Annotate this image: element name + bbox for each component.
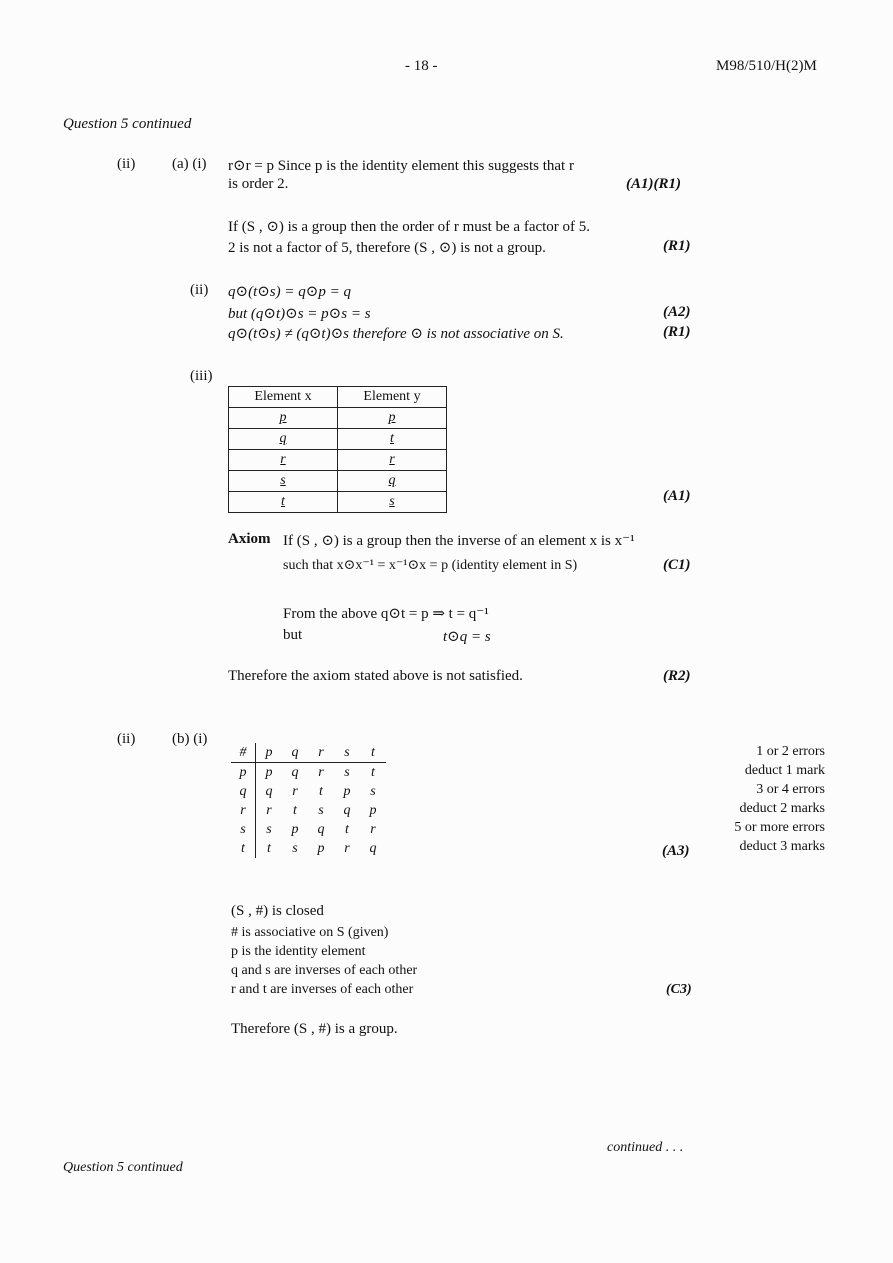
answer-line: If (S , ⊙) is a group then the order of r must be a factor of 5. <box>228 219 591 235</box>
cayley-cell: p <box>265 764 273 780</box>
cayley-cell: p <box>343 783 351 799</box>
mark-allocation: (A1)(R1) <box>626 176 681 192</box>
cayley-cell: q <box>291 764 299 780</box>
mark-allocation: (A1) <box>663 488 691 504</box>
part-label-b-i: (b) (i) <box>172 731 208 747</box>
answer-line: r and t are inverses of each other <box>231 982 414 997</box>
mark-allocation: (R2) <box>663 668 691 684</box>
answer-line: Therefore the axiom stated above is not satisfied. <box>228 668 523 684</box>
table-row <box>229 429 447 450</box>
cayley-cell: p <box>317 840 325 856</box>
cayley-cell: t <box>319 783 323 799</box>
table-cell: q <box>388 473 396 488</box>
cayley-cell: s <box>370 783 376 799</box>
table-row <box>229 408 447 429</box>
cayley-corner: # <box>231 743 256 763</box>
element-inverse-table <box>228 386 447 513</box>
cayley-cell: q <box>343 802 351 818</box>
table-row <box>231 763 386 783</box>
cayley-col-head: r <box>308 743 334 763</box>
cayley-row-head: p <box>231 763 256 783</box>
table-cell: r <box>280 452 286 467</box>
continued-note: continued . . . <box>607 1140 684 1155</box>
cayley-cell: r <box>318 764 324 780</box>
page-number: - 18 - <box>405 58 438 74</box>
cayley-cell: s <box>292 840 298 856</box>
part-label-ii: (ii) <box>117 156 136 172</box>
errors-note-line: deduct 2 marks <box>739 801 825 816</box>
table-cell: s <box>389 494 395 509</box>
answer-line: Therefore (S , #) is a group. <box>231 1021 398 1037</box>
cayley-cell: s <box>344 764 350 780</box>
cayley-cell: r <box>292 783 298 799</box>
cayley-col-head: p <box>256 743 283 763</box>
footer-section: Question 5 continued <box>63 1160 183 1175</box>
table-cell: p <box>279 410 287 425</box>
part-label-iii: (iii) <box>190 368 213 384</box>
table-header: Element y <box>338 387 447 408</box>
answer-line: 2 is not a factor of 5, therefore (S , ⊙) is not a group. <box>228 240 546 256</box>
table-row <box>231 782 386 801</box>
answer-line: r⊙r = p Since p is the identity element this suggests that r <box>228 158 574 174</box>
cayley-row-head: t <box>231 839 256 858</box>
table-cell: r <box>389 452 395 467</box>
cayley-cell: q <box>317 821 325 837</box>
errors-note-line: 3 or 4 errors <box>756 782 825 797</box>
errors-note <box>690 742 825 856</box>
answer-line: If (S , ⊙) is a group then the inverse of an element x is x⁻¹ <box>283 533 635 549</box>
cayley-cell: t <box>293 802 297 818</box>
cayley-cell: q <box>369 840 377 856</box>
mark-allocation: (R1) <box>663 238 691 254</box>
table-header: Element x <box>229 387 338 408</box>
cayley-table <box>231 743 386 858</box>
errors-note-line: deduct 1 mark <box>744 763 825 778</box>
answer-line: p is the identity element <box>231 944 366 959</box>
cayley-row-head: q <box>231 782 256 801</box>
answer-line: is order 2. <box>228 176 289 192</box>
mark-allocation: (R1) <box>663 324 691 340</box>
cayley-row-head: r <box>231 801 256 820</box>
answer-line: but (q⊙t)⊙s = p⊙s = s <box>228 306 371 322</box>
part-label-ii-sub: (ii) <box>190 282 209 298</box>
errors-note-line: 1 or 2 errors <box>756 744 825 759</box>
cayley-cell: q <box>265 783 273 799</box>
cayley-cell: p <box>369 802 377 818</box>
cayley-cell: r <box>344 840 350 856</box>
cayley-cell: p <box>291 821 299 837</box>
answer-line: t⊙q = s <box>443 629 491 645</box>
cayley-cell: t <box>371 764 375 780</box>
table-cell: p <box>388 410 396 425</box>
answer-line: # is associative on S (given) <box>231 925 389 940</box>
part-label-a-i: (a) (i) <box>172 156 207 172</box>
table-row <box>229 492 447 513</box>
mark-allocation: (C1) <box>663 557 691 573</box>
table-row <box>231 820 386 839</box>
table-row <box>229 450 447 471</box>
cayley-col-head: t <box>360 743 386 763</box>
mark-allocation: (C3) <box>666 982 692 997</box>
table-row <box>229 471 447 492</box>
answer-line: q⊙(t⊙s) ≠ (q⊙t)⊙s therefore ⊙ is not associative on S. <box>228 326 564 342</box>
table-row <box>231 839 386 858</box>
errors-note-line: deduct 3 marks <box>739 839 825 854</box>
cayley-cell: r <box>370 821 376 837</box>
cayley-cell: r <box>266 802 272 818</box>
mark-allocation: (A2) <box>663 304 691 320</box>
cayley-col-head: q <box>282 743 308 763</box>
axiom-label: Axiom <box>228 531 271 547</box>
answer-line: but <box>283 627 303 643</box>
cayley-row-head: s <box>231 820 256 839</box>
section-heading: Question 5 continued <box>63 116 192 132</box>
cayley-cell: s <box>318 802 324 818</box>
table-row <box>231 801 386 820</box>
cayley-cell: t <box>267 840 271 856</box>
cayley-col-head: s <box>334 743 360 763</box>
table-cell: t <box>390 431 394 446</box>
cayley-cell: s <box>266 821 272 837</box>
answer-line: From the above q⊙t = p ⇒ t = q⁻¹ <box>283 606 489 622</box>
part-label-ii: (ii) <box>117 731 136 747</box>
cayley-cell: t <box>345 821 349 837</box>
table-cell: s <box>280 473 286 488</box>
answer-line: such that x⊙x⁻¹ = x⁻¹⊙x = p (identity element in S) <box>283 558 578 573</box>
answer-line: q⊙(t⊙s) = q⊙p = q <box>228 284 351 300</box>
table-cell: q <box>279 431 287 446</box>
answer-line: q and s are inverses of each other <box>231 963 418 978</box>
answer-line: (S , #) is closed <box>231 903 324 919</box>
table-cell: t <box>281 494 285 509</box>
mark-allocation: (A3) <box>662 843 690 859</box>
errors-note-line: 5 or more errors <box>734 820 825 835</box>
document-code: M98/510/H(2)M <box>716 58 817 74</box>
